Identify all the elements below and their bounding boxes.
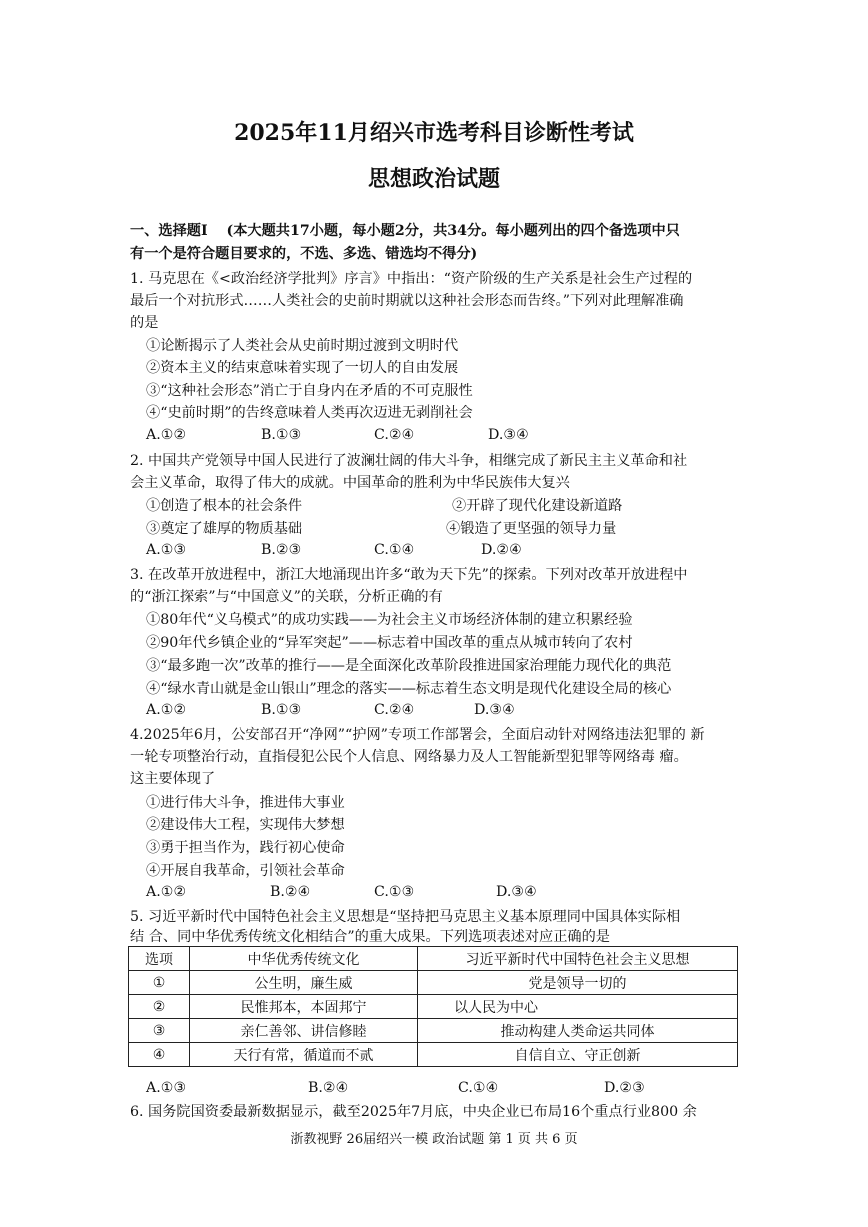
q1-option-a: A.①②	[146, 427, 187, 443]
table-cell: 民惟邦本，本固邦宁	[190, 995, 418, 1019]
q5-stem-line1: 5. 习近平新时代中国特色社会主义思想是“坚持把马克思主义基本原理同中国具体实际相	[130, 909, 681, 925]
section-instruction-line1: (本大题共17小题，每小题2分，共34分。每小题列出的四个备选项中只	[226, 223, 680, 239]
q2-option-b: B.②③	[261, 542, 302, 558]
q3-item-1: ①80年代“义乌模式”的成功实践——为社会主义市场经济体制的建立积累经验	[146, 612, 633, 628]
q3-option-d: D.③④	[474, 702, 515, 718]
q4-item-2: ②建设伟大工程，实现伟大梦想	[146, 817, 345, 833]
table-row	[129, 1043, 738, 1067]
q2-item-2: ②开辟了现代化建设新道路	[452, 498, 623, 514]
section-instruction-line2: 有一个是符合题目要求的，不选、多选、错选均不得分)	[130, 246, 478, 262]
page-footer: 浙教视野 26届绍兴一模 政治试题 第 1 页 共 6 页	[290, 1132, 578, 1147]
exam-subtitle: 思想政治试题	[367, 166, 500, 192]
q4-option-c: C.①③	[374, 884, 415, 900]
q5-option-d: D.②③	[604, 1080, 645, 1096]
q1-option-c: C.②④	[374, 427, 415, 443]
table-cell: ③	[129, 1019, 190, 1043]
table-cell: 党是领导一切的	[418, 971, 738, 995]
q1-stem-line3: 的是	[130, 315, 159, 331]
q2-item-4: ④锻造了更坚强的领导力量	[446, 521, 617, 537]
q5-option-c: C.①④	[458, 1080, 499, 1096]
q1-item-4: ④“史前时期”的告终意味着人类再次迈进无剥削社会	[146, 405, 473, 421]
table-cell: ②	[129, 995, 190, 1019]
q5-table	[128, 946, 738, 1067]
table-header-cell: 中华优秀传统文化	[190, 947, 418, 971]
q4-option-a: A.①②	[146, 884, 187, 900]
q5-option-a: A.①③	[146, 1080, 187, 1096]
q3-stem-line2: 的“浙江探索”与“中国意义”的关联，分析正确的有	[130, 589, 443, 605]
q5-option-b: B.②④	[308, 1080, 349, 1096]
q5-stem-line2: 结 合、同中华优秀传统文化相结合”的重大成果。下列选项表述对应正确的是	[130, 929, 610, 945]
table-row	[129, 995, 738, 1019]
section-heading	[130, 220, 680, 242]
q3-item-3: ③“最多跑一次”改革的推行——是全面深化改革阶段推进国家治理能力现代化的典范	[146, 658, 672, 674]
q4-stem-line1: 4.2025年6月，公安部召开“净网”“护网”专项工作部署会，全面启动针对网络违法犯罪的 新	[130, 727, 705, 743]
table-cell: 以人民为中心	[418, 995, 738, 1019]
q4-item-3: ③勇于担当作为，践行初心使命	[146, 840, 345, 856]
q2-stem-line1: 2. 中国共产党领导中国人民进行了波澜壮阔的伟大斗争，相继完成了新民主主义革命和社	[130, 453, 688, 469]
q1-option-d: D.③④	[488, 427, 529, 443]
exam-title: 2025年11月绍兴市选考科目诊断性考试	[234, 120, 634, 146]
q1-item-2: ②资本主义的结束意味着实现了一切人的自由发展	[146, 360, 459, 376]
q2-option-a: A.①③	[146, 542, 187, 558]
q2-option-d: D.②④	[481, 542, 522, 558]
table-header-row	[129, 947, 738, 971]
q3-option-c: C.②④	[374, 702, 415, 718]
q3-option-b: B.①③	[261, 702, 302, 718]
q3-item-2: ②90年代乡镇企业的“异军突起”——标志着中国改革的重点从城市转向了农村	[146, 635, 633, 651]
table-cell: ①	[129, 971, 190, 995]
q4-option-b: B.②④	[270, 884, 311, 900]
q1-stem-line2: 最后一个对抗形式……人类社会的史前时期就以这种社会形态而告终。”下列对此理解准确	[130, 293, 684, 309]
q2-option-c: C.①④	[374, 542, 415, 558]
section-title: 一、选择题I	[130, 223, 208, 239]
table-cell: 推动构建人类命运共同体	[418, 1019, 738, 1043]
q4-stem-line3: 这主要体现了	[130, 771, 216, 787]
q1-item-1: ①论断揭示了人类社会从史前时期过渡到文明时代	[146, 338, 459, 354]
table-header-cell: 习近平新时代中国特色社会主义思想	[418, 947, 738, 971]
table-row	[129, 1019, 738, 1043]
table-cell: 天行有常，循道而不贰	[190, 1043, 418, 1067]
q4-option-d: D.③④	[496, 884, 537, 900]
q3-item-4: ④“绿水青山就是金山银山”理念的落实——标志着生态文明是现代化建设全局的核心	[146, 681, 672, 697]
q3-stem-line1: 3. 在改革开放进程中，浙江大地涌现出许多“敢为天下先”的探索。下列对改革开放进程中	[130, 567, 688, 583]
table-header-cell: 选项	[129, 947, 190, 971]
table-cell: ④	[129, 1043, 190, 1067]
q1-stem-line1: 1. 马克思在《<政治经济学批判》序言》中指出：“资产阶级的生产关系是社会生产过程的	[130, 271, 693, 287]
table-cell: 亲仁善邻、讲信修睦	[190, 1019, 418, 1043]
q2-item-3: ③奠定了雄厚的物质基础	[146, 521, 303, 537]
q4-item-1: ①进行伟大斗争，推进伟大事业	[146, 795, 345, 811]
table-cell: 自信自立、守正创新	[418, 1043, 738, 1067]
q2-item-1: ①创造了根本的社会条件	[146, 498, 303, 514]
q1-item-3: ③“这种社会形态”消亡于自身内在矛盾的不可克服性	[146, 383, 473, 399]
q3-option-a: A.①②	[146, 702, 187, 718]
q1-option-b: B.①③	[261, 427, 302, 443]
q6-stem-line1: 6. 国务院国资委最新数据显示，截至2025年7月底，中央企业已布局16个重点行业800 余	[130, 1104, 697, 1120]
q4-item-4: ④开展自我革命，引领社会革命	[146, 863, 345, 879]
table-cell: 公生明，廉生威	[190, 971, 418, 995]
q4-stem-line2: 一轮专项整治行动，直指侵犯公民个人信息、网络暴力及人工智能新型犯罪等网络毒 瘤。	[130, 749, 688, 765]
table-row	[129, 971, 738, 995]
q2-stem-line2: 会主义革命，取得了伟大的成就。中国革命的胜利为中华民族伟大复兴	[130, 475, 570, 491]
